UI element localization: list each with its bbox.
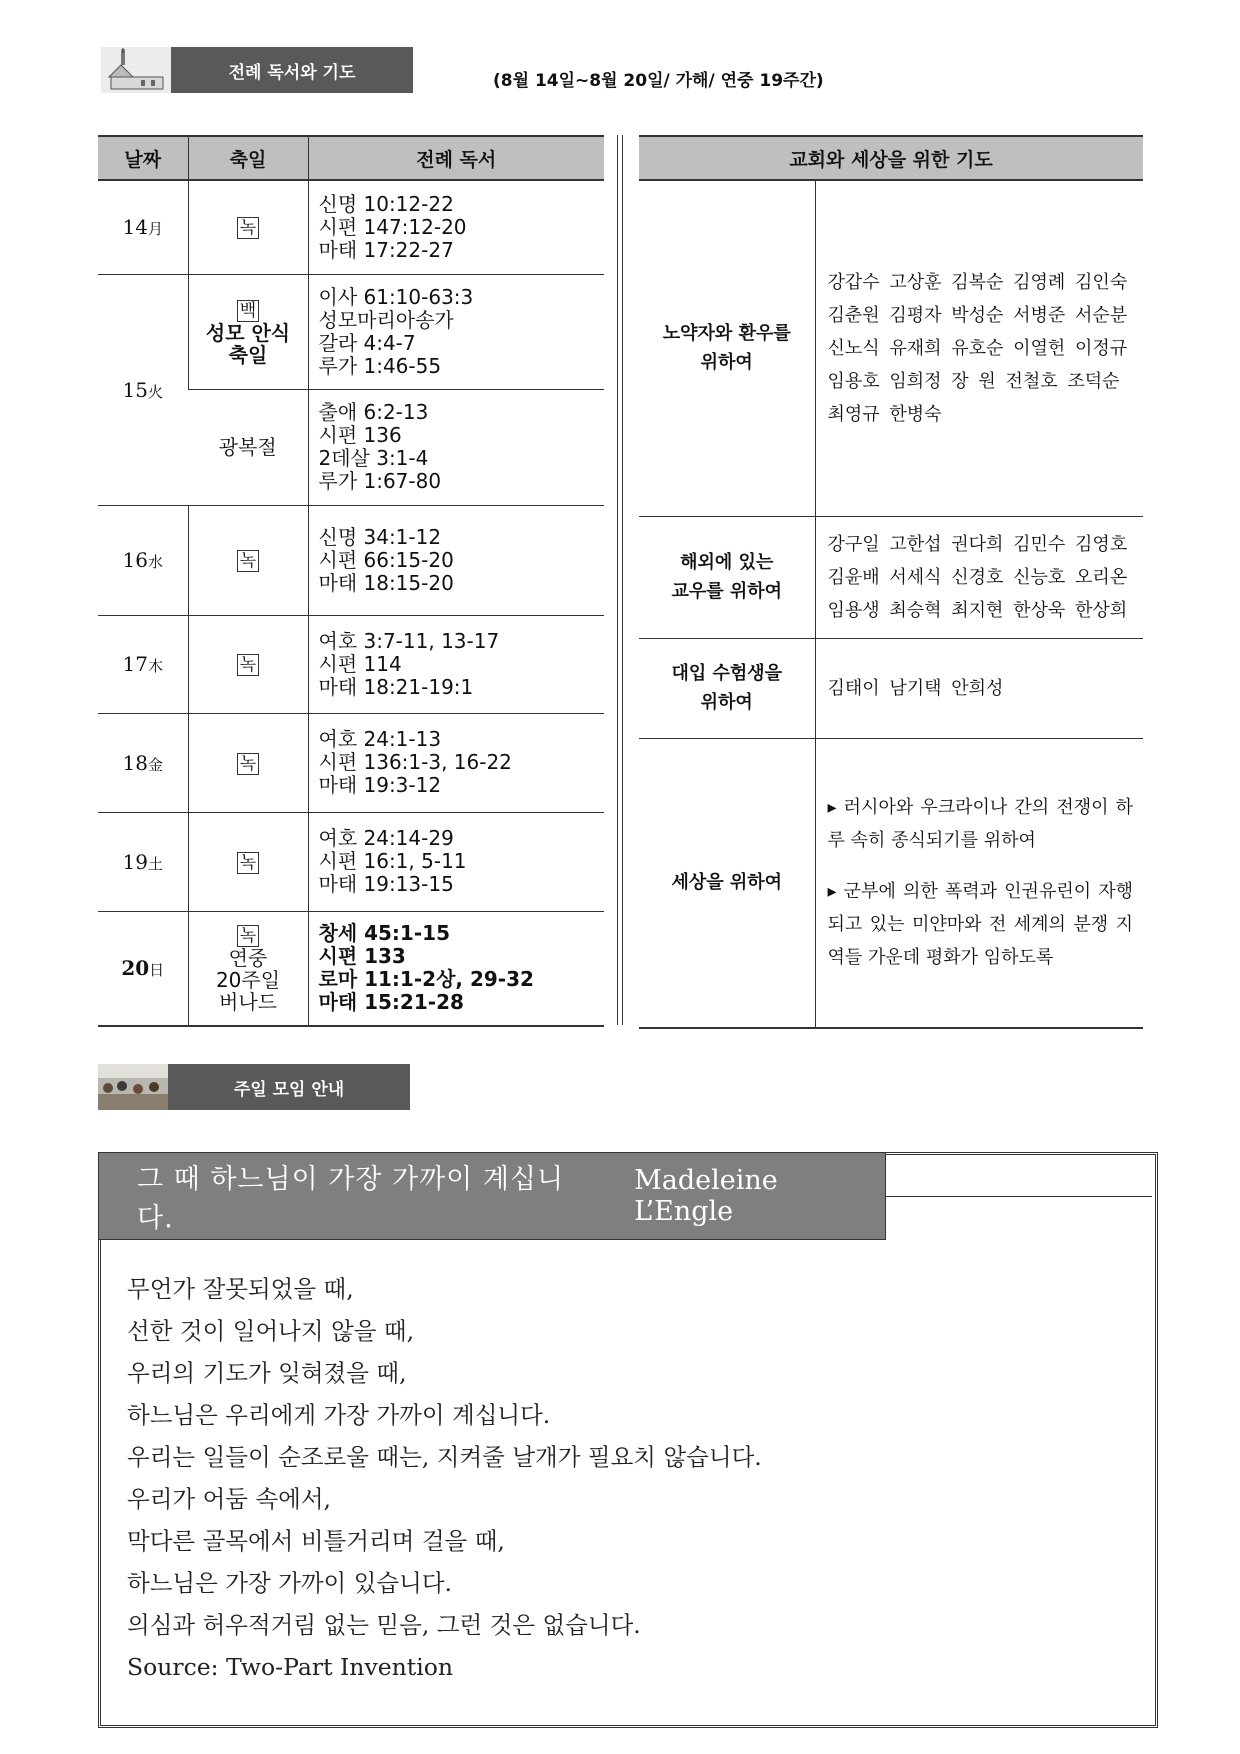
- readings-cell: 여호 24:1-13 시편 136:1-3, 16-22 마태 19:3-12: [308, 713, 604, 812]
- prayer-category: 해외에 있는 교우를 위하여: [639, 516, 815, 638]
- feast-cell: [188, 615, 308, 713]
- column-header-feast: 축일: [188, 136, 308, 180]
- prayer-table-header: 교회와 세상을 위한 기도: [639, 136, 1143, 180]
- readings-cell: 신명 10:12-22 시편 147:12-20 마태 17:22-27: [308, 180, 604, 274]
- column-header-readings: 전례 독서: [308, 136, 604, 180]
- feast-cell: 광복절: [188, 389, 308, 505]
- readings-table: [98, 135, 604, 1027]
- quote-body: [127, 1268, 762, 1688]
- prayer-intention: ▸ 러시아와 우크라이나 간의 전쟁이 하루 속히 종식되기를 위하여: [827, 797, 1134, 852]
- table-row: [98, 505, 604, 615]
- liturgy-section-header: [101, 47, 413, 93]
- readings-cell: 출애 6:2-13 시편 136 2데살 3:1-4 루가 1:67-80: [308, 389, 604, 505]
- quote-title-banner: [98, 1152, 886, 1240]
- feast-cell: [188, 812, 308, 911]
- liturgical-color-badge: 녹: [237, 217, 259, 239]
- date-range: (8월 14일~8월 20일/ 가해/ 연중 19주간): [493, 71, 824, 91]
- feast-cell: [188, 180, 308, 274]
- date-cell: 18金: [98, 713, 188, 812]
- feast-cell: [188, 713, 308, 812]
- feast-cell: 백 성모 안식 축일: [188, 274, 308, 389]
- prayer-names: 강구일 고한섭 권다희 김민수 김영호 김윤배 서세식 신경호 신능호 오리온 임용생 최승혁 최지현 한상욱 한상희: [815, 516, 1143, 638]
- readings-cell: 이사 61:10-63:3 성모마리아송가 갈라 4:4-7 루가 1:46-55: [308, 274, 604, 389]
- date-cell: 15火: [98, 274, 188, 505]
- table-row: [639, 638, 1143, 738]
- column-header-date: 날짜: [98, 136, 188, 180]
- table-row: [639, 180, 1143, 516]
- table-row: [98, 812, 604, 911]
- quote-line: 하느님은 우리에게 가장 가까이 계십니다.: [127, 1401, 551, 1429]
- prayer-category: 세상을 위하여: [639, 738, 815, 1028]
- table-row: [639, 738, 1143, 1028]
- date-cell: 17木: [98, 615, 188, 713]
- column-divider: [617, 135, 623, 1025]
- table-row: [98, 713, 604, 812]
- quote-line: 의심과 허우적거림 없는 믿음, 그런 것은 없습니다.: [127, 1611, 641, 1639]
- date-cell: 16水: [98, 505, 188, 615]
- liturgical-color-badge: 백: [237, 300, 259, 322]
- section-title: 주일 모임 안내: [168, 1064, 410, 1110]
- prayer-category: 노약자와 환우를 위하여: [639, 180, 815, 516]
- quote-line: 우리의 기도가 잊혀졌을 때,: [127, 1359, 407, 1387]
- liturgical-color-badge: 녹: [237, 654, 259, 676]
- prayer-category: 대입 수험생을 위하여: [639, 638, 815, 738]
- liturgical-color-badge: 녹: [237, 925, 259, 947]
- date-cell: 20日: [98, 911, 188, 1026]
- gathering-photo-icon: [98, 1064, 168, 1110]
- liturgical-color-badge: 녹: [237, 550, 259, 572]
- table-row: [639, 516, 1143, 638]
- quote-line: 무언가 잘못되었을 때,: [127, 1275, 354, 1303]
- quote-line: 막다른 골목에서 비틀거리며 걸을 때,: [127, 1527, 505, 1555]
- quote-source: Source: Two-Part Invention: [127, 1653, 454, 1681]
- date-cell: 19土: [98, 812, 188, 911]
- meeting-section-header: [98, 1064, 410, 1110]
- feast-cell: 녹 연중 20주일 버나드: [188, 911, 308, 1026]
- section-title: 전례 독서와 기도: [171, 47, 413, 93]
- church-thumbnail-icon: [101, 47, 171, 93]
- readings-cell: 신명 34:1-12 시편 66:15-20 마태 18:15-20: [308, 505, 604, 615]
- quote-line: 우리는 일들이 순조로울 때는, 지켜줄 날개가 필요치 않습니다.: [127, 1443, 762, 1471]
- quote-line: 선한 것이 일어나지 않을 때,: [127, 1317, 415, 1345]
- table-row: [98, 615, 604, 713]
- readings-cell: 여호 3:7-11, 13-17 시편 114 마태 18:21-19:1: [308, 615, 604, 713]
- feast-cell: [188, 505, 308, 615]
- date-cell: 14月: [98, 180, 188, 274]
- liturgical-color-badge: 녹: [237, 852, 259, 874]
- prayer-names: 강갑수 고상훈 김복순 김영례 김인숙 김춘원 김평자 박성순 서병준 서순분 신노식 유재희 유호순 이열헌 이정규 임용호 임희정 장 원 전철호 조덕순 최영규 한병숙: [815, 180, 1143, 516]
- quote-title: 그 때 하느님이 가장 가까이 계십니다.: [137, 1164, 565, 1234]
- readings-cell: 창세 45:1-15 시편 133 로마 11:1-2상, 29-32 마태 15:21-28: [308, 911, 604, 1026]
- prayer-intentions: [815, 738, 1143, 1028]
- table-row: [98, 911, 604, 1026]
- divider-line: [886, 1196, 1152, 1197]
- liturgical-color-badge: 녹: [237, 753, 259, 775]
- table-row: [98, 274, 604, 389]
- prayer-names: 김태이 남기택 안희성: [815, 638, 1143, 738]
- quote-line: 하느님은 가장 가까이 있습니다.: [127, 1569, 452, 1597]
- prayer-table: [639, 135, 1143, 1029]
- quote-author: Madeleine L’Engle: [634, 1165, 778, 1227]
- readings-cell: 여호 24:14-29 시편 16:1, 5-11 마태 19:13-15: [308, 812, 604, 911]
- prayer-intention: ▸ 군부에 의한 폭력과 인권유린이 자행되고 있는 미얀마와 전 세계의 분쟁 지역들 가운데 평화가 임하도록: [827, 881, 1134, 969]
- table-row: [98, 180, 604, 274]
- quote-line: 우리가 어둠 속에서,: [127, 1485, 332, 1513]
